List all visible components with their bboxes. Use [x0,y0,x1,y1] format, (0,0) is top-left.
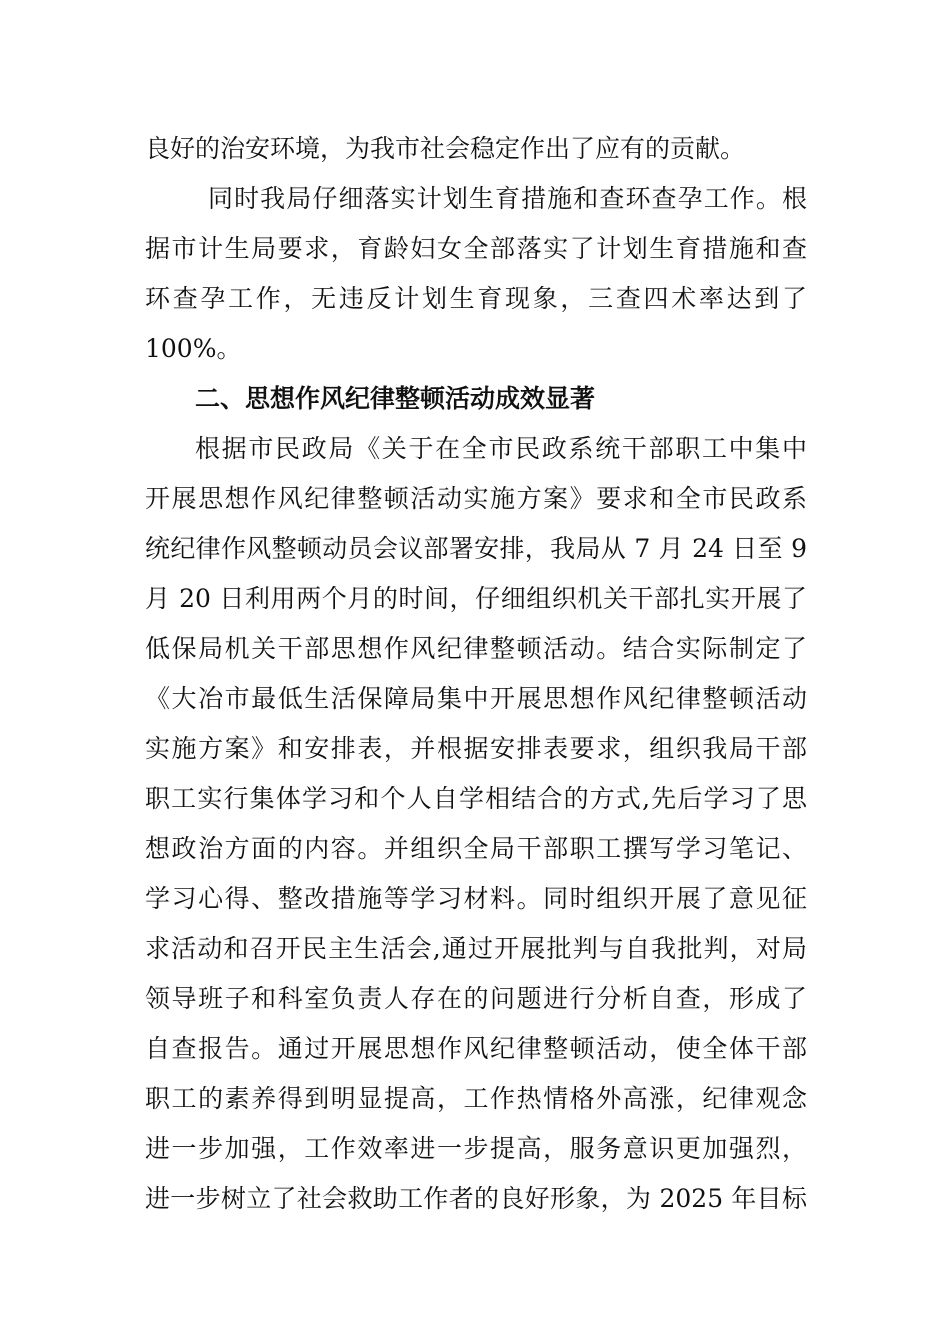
body-text-line: 《大冶市最低生活保障局集中开展思想作风纪律整顿活动 [145,684,807,713]
body-text-line: 领导班子和科室负责人存在的问题进行分析自查，形成了 [145,984,807,1013]
body-text-line: 自查报告。通过开展思想作风纪律整顿活动，使全体干部 [145,1034,807,1063]
body-text-line: 职工的素养得到明显提高，工作热情格外高涨，纪律观念 [145,1084,807,1113]
body-text-line: 统纪律作风整顿动员会议部署安排，我局从 7 月 24 日至 9 [145,534,807,563]
body-text-line: 100%。 [145,334,242,363]
body-text-line: 据市计生局要求，育龄妇女全部落实了计划生育措施和查 [145,234,807,263]
body-text-line: 学习心得、整改措施等学习材料。同时组织开展了意见征 [145,884,807,913]
body-text-line: 职工实行集体学习和个人自学相结合的方式,先后学习了思 [145,784,807,813]
body-text-line: 月 20 日利用两个月的时间，仔细组织机关干部扎实开展了 [145,584,807,613]
body-text-line: 良好的治安环境，为我市社会稳定作出了应有的贡献。 [145,134,746,163]
section-heading: 二、思想作风纪律整顿活动成效显著 [195,384,596,413]
paragraph-first-line: 根据市民政局《关于在全市民政系统干部职工中集中 [195,434,807,463]
body-text-line: 进一步加强，工作效率进一步提高，服务意识更加强烈， [145,1134,807,1163]
body-text-line: 想政治方面的内容。并组织全局干部职工撰写学习笔记、 [145,834,807,863]
body-text-line: 开展思想作风纪律整顿活动实施方案》要求和全市民政系 [145,484,807,513]
body-text-line: 进一步树立了社会救助工作者的良好形象，为 2025 年目标 [145,1184,807,1213]
body-text-line: 求活动和召开民主生活会,通过开展批判与自我批判，对局 [145,934,807,963]
body-text-line: 环查孕工作，无违反计划生育现象，三查四术率达到了 [145,284,807,313]
body-text-line: 实施方案》和安排表，并根据安排表要求，组织我局干部 [145,734,807,763]
paragraph-first-line: 同时我局仔细落实计划生育措施和查环查孕工作。根 [208,184,807,213]
body-text-line: 低保局机关干部思想作风纪律整顿活动。结合实际制定了 [145,634,807,663]
